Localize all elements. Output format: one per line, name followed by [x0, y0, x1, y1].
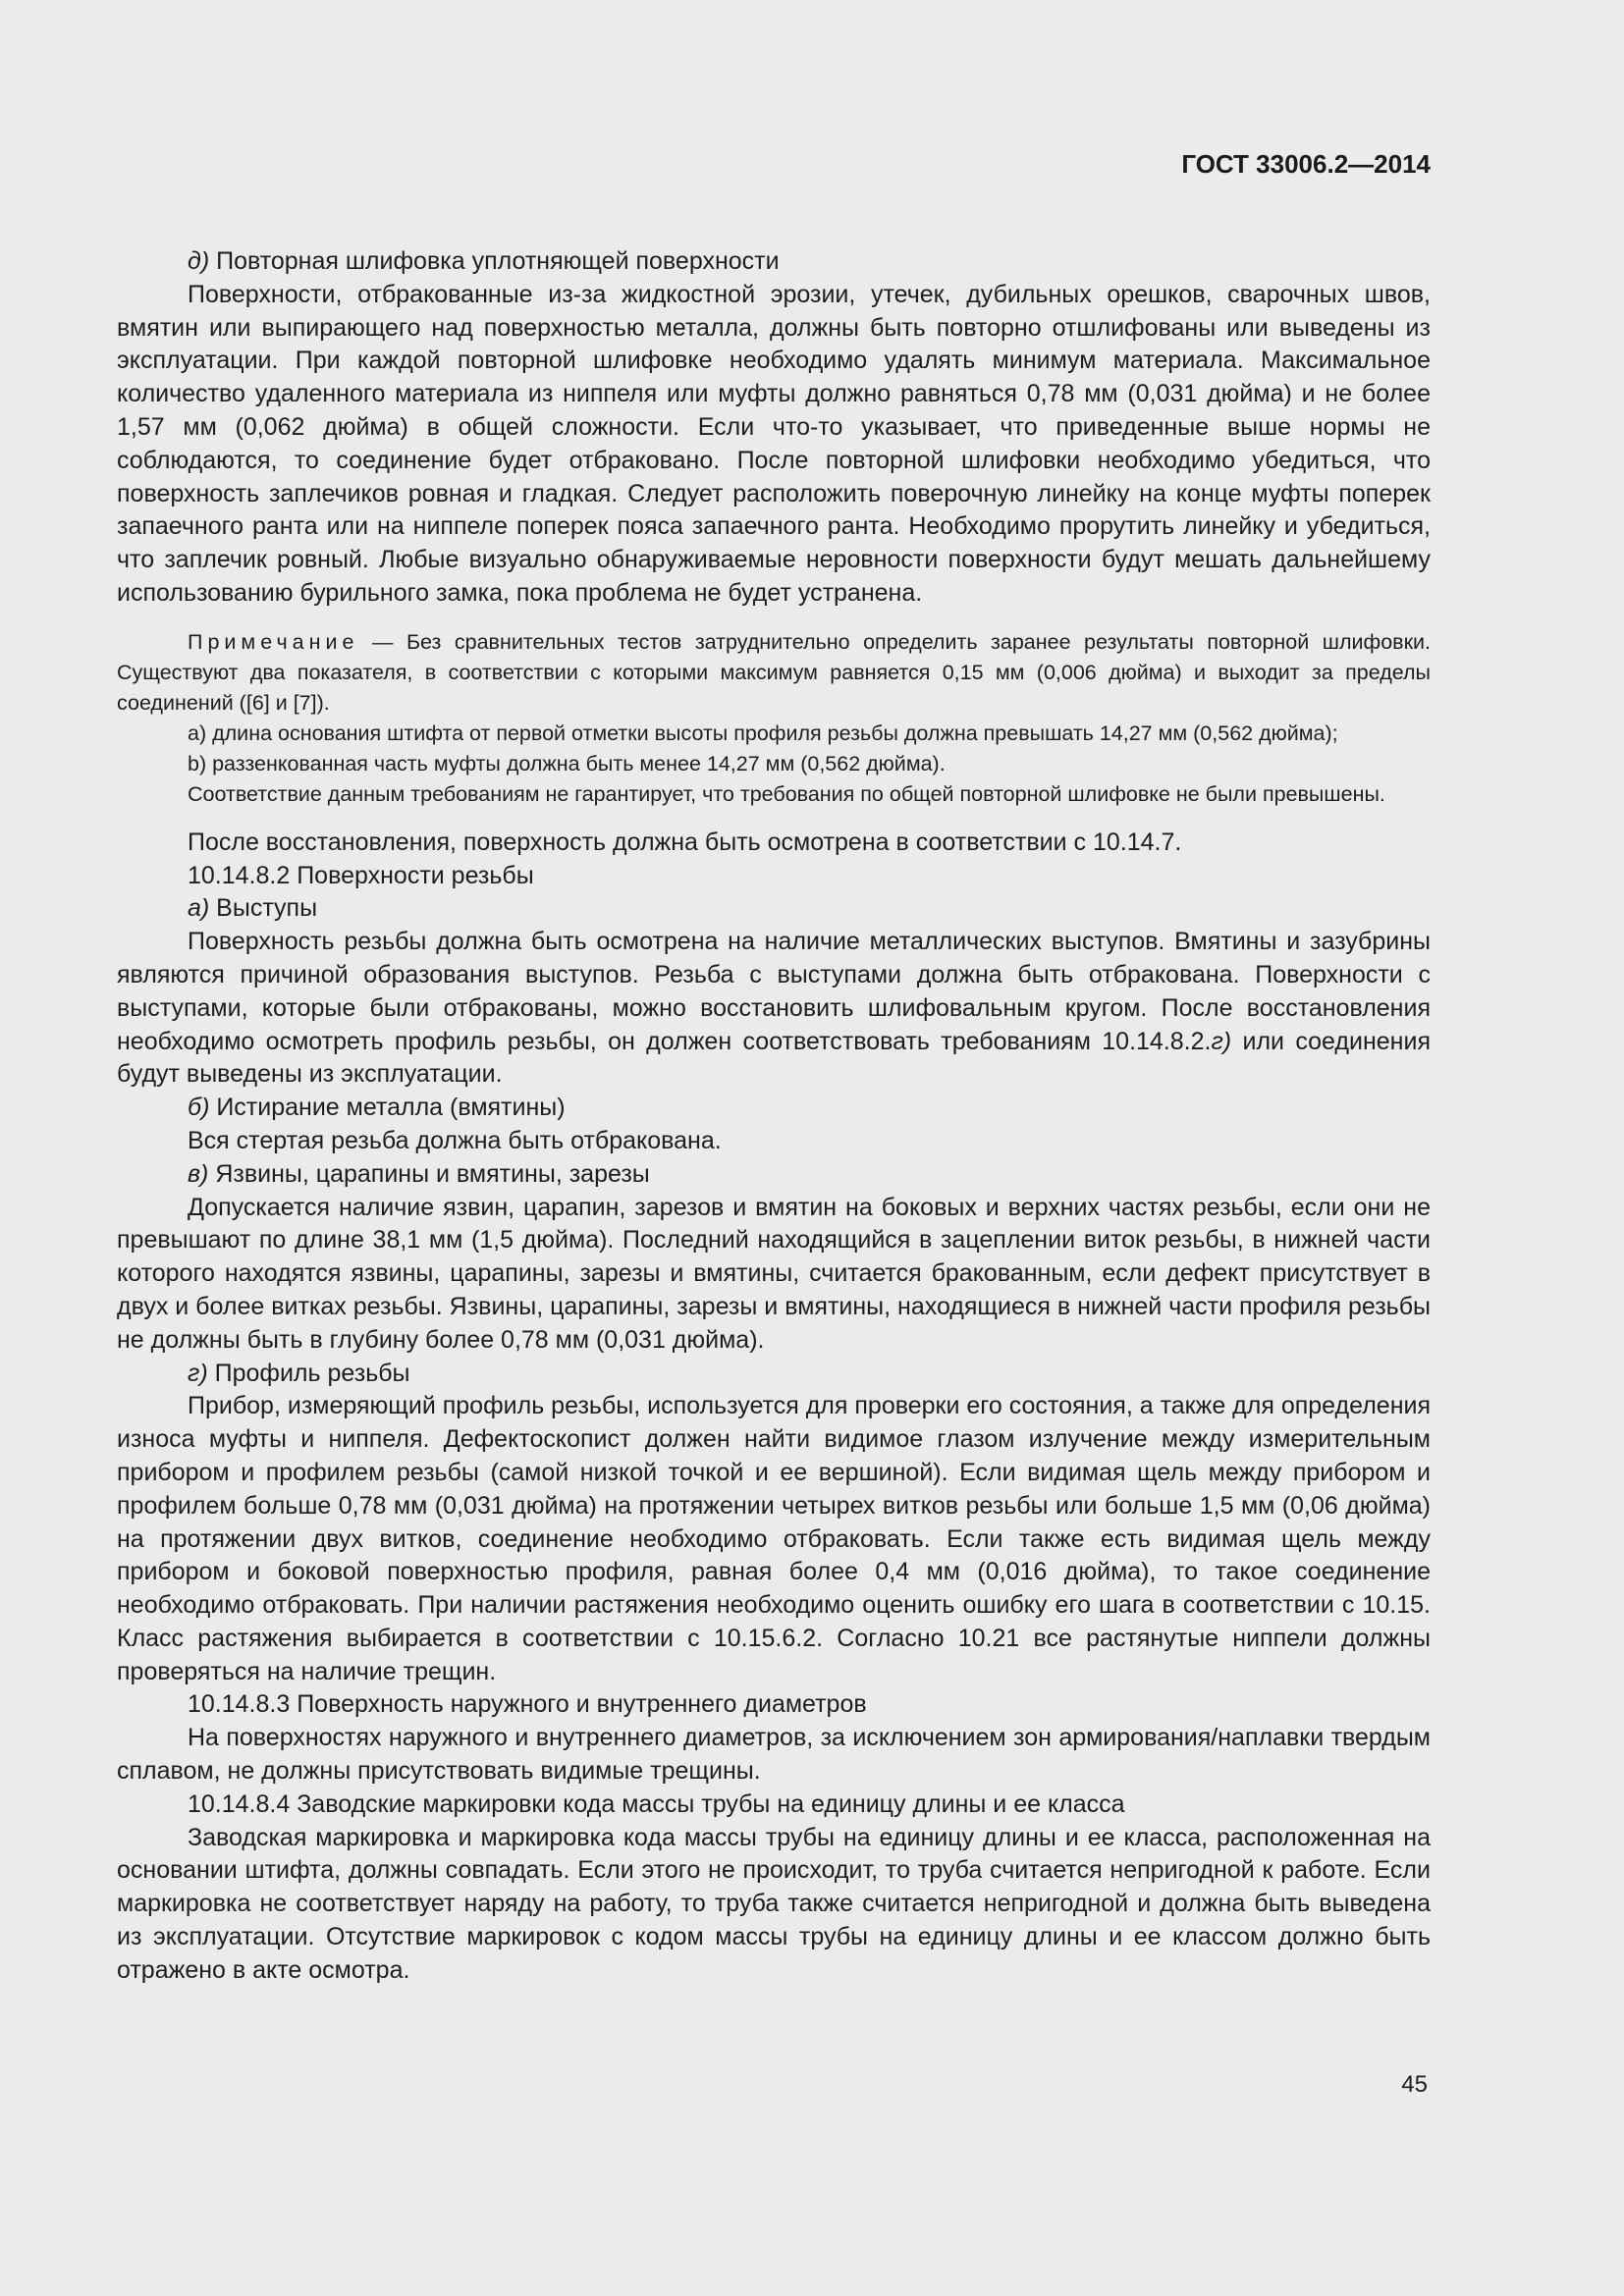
item-d-title: Повторная шлифовка уплотняющей поверхности: [209, 247, 780, 275]
clause-10-14-8-4-heading: 10.14.8.4 Заводские маркировки кода массы трубы на единицу длины и ее класса: [188, 1789, 1125, 1818]
note-conclusion: Соответствие данным требованиям не гарантирует, что требования по общей повторной шлифовке не были превышены.: [188, 781, 1385, 806]
item-a-title: Выступы: [209, 894, 318, 923]
note-item-b: b) раззенкованная часть муфты должна быть менее 14,27 мм (0,562 дюйма).: [188, 751, 946, 775]
item-b-paragraph: Вся стертая резьба должна быть отбракована.: [188, 1126, 722, 1154]
item-a-paragraph: [117, 926, 1431, 1092]
main-text: [117, 245, 1431, 1988]
item-b-title: Истирание металла (вмятины): [209, 1094, 566, 1122]
clause-10-14-8-3-heading: 10.14.8.3 Поверхность наружного и внутреннего диаметров: [188, 1690, 867, 1719]
clause-10-14-8-3-paragraph: На поверхностях наружного и внутреннего диаметров, за исключением зон армирования/наплавки твердым сплавом, не должны присутствовать видимые трещины.: [117, 1724, 1431, 1786]
page-number: 45: [1401, 2071, 1428, 2098]
note-item-a: a) длина основания штифта от первой отметки высоты профиля резьбы должна превышать 14,27 мм (0,562 дюйма);: [188, 721, 1338, 745]
clause-10-14-8-4-paragraph: Заводская маркировка и маркировка кода массы трубы на единицу длины и ее класса, расположенная на основании штифта, должны совпадать. Если этого не происходит, то труба считается непригодной к работе. Если маркировка не соответствует наряду на работу, то труба также считается непригодной и должна быть выведена из эксплуатации. Отсутствие маркировок с кодом массы трубы на единицу длины и ее классом должно быть отражено в акте осмотра.: [117, 1823, 1431, 1984]
note-paragraph: [117, 627, 1431, 719]
item-b-marker: б): [188, 1094, 210, 1122]
item-v-title: Язвины, царапины и вмятины, зарезы: [208, 1159, 650, 1188]
item-a-text-end: или соединения будут выведены из эксплуатации.: [117, 1027, 1431, 1089]
after-restore-paragraph: После восстановления, поверхность должна быть осмотрена в соответствии с 10.14.7.: [188, 828, 1182, 856]
item-d-marker: д): [188, 247, 210, 275]
item-v-paragraph: Допускается наличие язвин, царапин, зарезов и вмятин на боковых и верхних частях резьбы, если они не превышают по длине 38,1 мм (1,5 дюйма). Последний находящийся в зацеплении виток резьбы, в нижней части которого находятся язвины, царапины, зарезы и вмятины, считается бракованным, если дефект присутствует в двух и более витках резьбы. Язвины, царапины, зарезы и вмятины, находящиеся в нижней части профиля резьбы не должны быть в глубину более 0,78 мм (0,031 дюйма).: [117, 1193, 1431, 1354]
item-g-marker: г): [188, 1359, 208, 1387]
note-label: Примечание: [188, 629, 359, 654]
item-v-marker: в): [188, 1159, 209, 1188]
item-g-title: Профиль резьбы: [207, 1359, 410, 1387]
clause-10-14-8-2-heading: 10.14.8.2 Поверхности резьбы: [188, 861, 534, 889]
item-a-marker: а): [188, 894, 210, 923]
item-d-paragraph: Поверхности, отбракованные из-за жидкостной эрозии, утечек, дубильных орешков, сварочных швов, вмятин или выпирающего над поверхностью металла, должны быть повторно отшлифованы или выведены из эксплуатации. При каждой повторной шлифовке необходимо удалять минимум материала. Максимальное количество удаленного материала из ниппеля или муфты должно равняться 0,78 мм (0,031 дюйма) и не более 1,57 мм (0,062 дюйма) в общей сложности. Если что-то указывает, что приведенные выше нормы не соблюдаются, то соединение будет отбраковано. После повторной шлифовки необходимо убедиться, что поверхность заплечиков ровная и гладкая. Следует расположить поверочную линейку на конце муфты поперек запаечного ранта или на ниппеле поперек пояса запаечного ранта. Необходимо прорутить линейку и убедиться, что заплечик ровный. Любые визуально обнаруживаемые неровности поверхности будут мешать дальнейшему использованию бурильного замка, пока проблема не будет устранена.: [117, 280, 1431, 607]
item-a-heading: [117, 892, 1431, 926]
item-d-heading: [117, 245, 1431, 279]
note-text: — Без сравнительных тестов затруднительно определить заранее результаты повторной шлифовки. Существуют два показателя, в соответствии с которыми максимум равняется 0,15 мм (0,006 дюйма) и выходит за пределы соединений ([6] и [7]).: [117, 629, 1431, 715]
item-a-reference: г): [1211, 1027, 1232, 1055]
item-g-heading: [117, 1358, 1431, 1391]
note-block: [117, 627, 1431, 810]
item-g-paragraph: Прибор, измеряющий профиль резьбы, используется для проверки его состояния, а также для определения износа муфты и ниппеля. Дефектоскопист должен найти видимое глазом излучение между измерительным прибором и профилем резьбы (самой низкой точкой и ее вершиной). Если видимая щель между прибором и профилем больше 0,78 мм (0,031 дюйма) на протяжении четырех витков резьбы или больше 1,5 мм (0,06 дюйма) на протяжении двух витков, соединение необходимо отбраковать. Если также есть видимая щель между прибором и боковой поверхностью профиля, равная более 0,4 мм (0,016 дюйма), то такое соединение необходимо отбраковать. При наличии растяжения необходимо оценить ошибку его шага в соответствии с 10.15. Класс растяжения выбирается в соответствии с 10.15.6.2. Согласно 10.21 все растянутые ниппели должны проверяться на наличие трещин.: [117, 1392, 1431, 1685]
item-b-heading: [117, 1092, 1431, 1125]
standard-designation: ГОСТ 33006.2—2014: [1181, 149, 1431, 179]
item-v-heading: [117, 1158, 1431, 1192]
page-header: [117, 147, 1431, 181]
item-a-text: Поверхность резьбы должна быть осмотрена на наличие металлических выступов. Вмятины и зазубрины являются причиной образования выступов. Резьба с выступами должна быть отбракована. Поверхности с выступами, которые были отбракованы, можно восстановить шлифовальным кругом. После восстановления необходимо осмотреть профиль резьбы, он должен соответствовать требованиям 10.14.8.2.: [117, 928, 1431, 1055]
